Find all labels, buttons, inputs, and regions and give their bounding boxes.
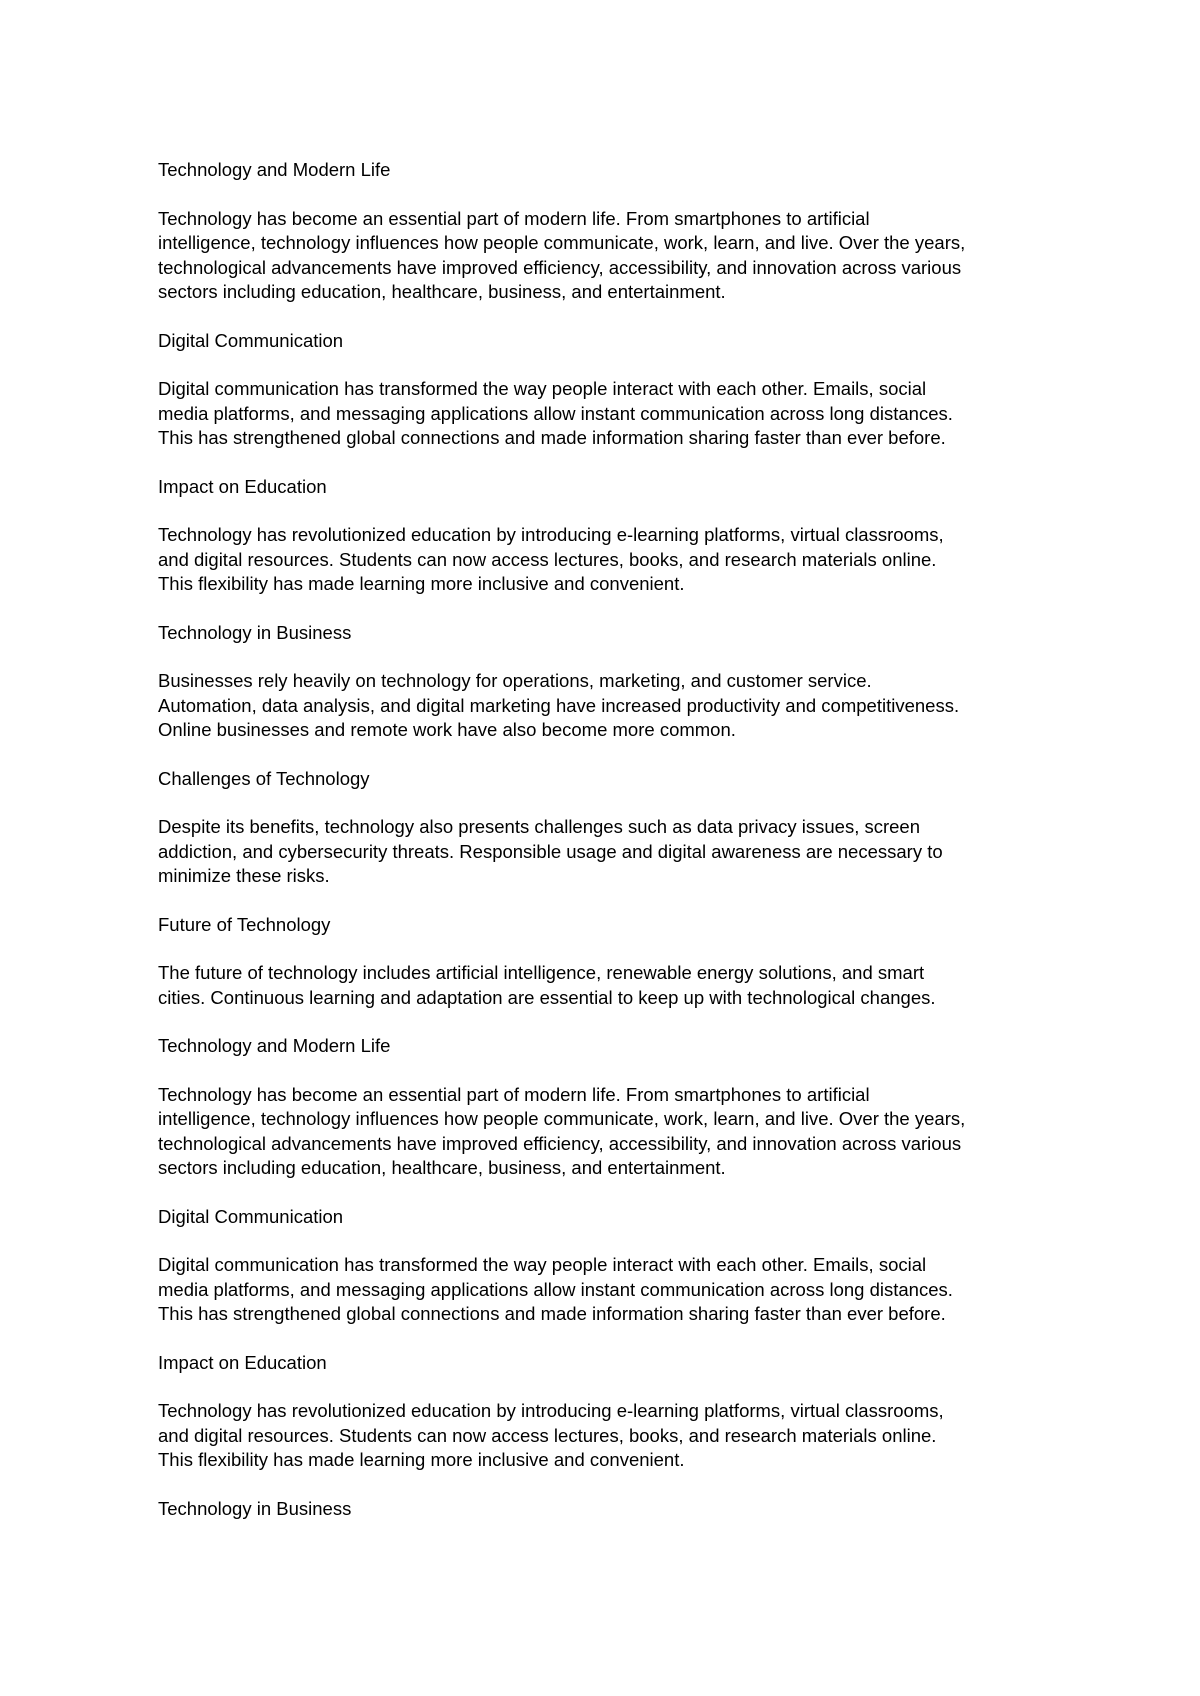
paragraph-line: intelligence, technology influences how people communicate, work, learn, and live. Over the years, bbox=[158, 1108, 966, 1129]
section-paragraph bbox=[158, 207, 1048, 305]
paragraph-line: Online businesses and remote work have also become more common. bbox=[158, 719, 736, 740]
paragraph-line: technological advancements have improved efficiency, accessibility, and innovation across various bbox=[158, 1132, 962, 1154]
paragraph-line: media platforms, and messaging applications allow instant communication across long distances. bbox=[158, 402, 953, 424]
paragraph-line: Digital communication has transformed the way people interact with each other. Emails, social bbox=[158, 378, 927, 399]
paragraph-line: and digital resources. Students can now access lectures, books, and research materials online. bbox=[158, 1424, 937, 1446]
paragraph-line: This has strengthened global connections and made information sharing faster than ever before. bbox=[158, 427, 946, 448]
paragraph-line: Businesses rely heavily on technology for operations, marketing, and customer service. bbox=[158, 670, 872, 691]
section-paragraph bbox=[158, 1253, 1048, 1327]
paragraph-line: sectors including education, healthcare, business, and entertainment. bbox=[158, 281, 726, 302]
section-heading: Impact on Education bbox=[158, 475, 327, 497]
section-heading: Challenges of Technology bbox=[158, 767, 370, 789]
section-heading: Technology and Modern Life bbox=[158, 1035, 391, 1056]
paragraph-line: This has strengthened global connections and made information sharing faster than ever before. bbox=[158, 1303, 946, 1324]
section-paragraph bbox=[158, 377, 1048, 451]
paragraph-line: media platforms, and messaging applications allow instant communication across long distances. bbox=[158, 1278, 953, 1300]
paragraph-line: cities. Continuous learning and adaptation are essential to keep up with technological changes. bbox=[158, 986, 936, 1008]
paragraph-line: addiction, and cybersecurity threats. Responsible usage and digital awareness are necessary to bbox=[158, 840, 943, 862]
section-paragraph bbox=[158, 815, 1048, 889]
section-paragraph bbox=[158, 669, 1048, 743]
section-paragraph bbox=[158, 961, 1048, 1010]
paragraph-line: Technology has become an essential part of modern life. From smartphones to artificial bbox=[158, 1083, 870, 1105]
section-heading: Technology in Business bbox=[158, 1497, 352, 1519]
paragraph-line: The future of technology includes artificial intelligence, renewable energy solutions, and smart bbox=[158, 962, 925, 983]
paragraph-line: Technology has revolutionized education by introducing e-learning platforms, virtual classrooms, bbox=[158, 524, 944, 545]
paragraph-line: Digital communication has transformed the way people interact with each other. Emails, social bbox=[158, 1254, 927, 1275]
paragraph-line: Automation, data analysis, and digital marketing have increased productivity and competitiveness. bbox=[158, 694, 960, 716]
paragraph-line: Technology has revolutionized education by introducing e-learning platforms, virtual classrooms, bbox=[158, 1400, 944, 1421]
section-heading: Technology in Business bbox=[158, 621, 352, 643]
section-heading: Future of Technology bbox=[158, 913, 331, 935]
paragraph-line: Technology has become an essential part of modern life. From smartphones to artificial bbox=[158, 207, 870, 229]
paragraph-line: This flexibility has made learning more inclusive and convenient. bbox=[158, 573, 685, 594]
document-body bbox=[158, 158, 1048, 1545]
section-heading: Digital Communication bbox=[158, 1205, 344, 1227]
paragraph-line: minimize these risks. bbox=[158, 865, 330, 886]
section-paragraph bbox=[158, 523, 1048, 597]
paragraph-line: sectors including education, healthcare, business, and entertainment. bbox=[158, 1157, 726, 1178]
paragraph-line: intelligence, technology influences how people communicate, work, learn, and live. Over the years, bbox=[158, 232, 966, 253]
section-heading: Digital Communication bbox=[158, 329, 344, 351]
section-heading: Impact on Education bbox=[158, 1351, 327, 1373]
section-heading: Technology and Modern Life bbox=[158, 159, 391, 180]
paragraph-line: and digital resources. Students can now access lectures, books, and research materials online. bbox=[158, 548, 937, 570]
section-paragraph bbox=[158, 1399, 1048, 1473]
paragraph-line: Despite its benefits, technology also presents challenges such as data privacy issues, screen bbox=[158, 816, 920, 837]
section-paragraph bbox=[158, 1083, 1048, 1181]
paragraph-line: This flexibility has made learning more inclusive and convenient. bbox=[158, 1449, 685, 1470]
paragraph-line: technological advancements have improved efficiency, accessibility, and innovation across various bbox=[158, 256, 962, 278]
